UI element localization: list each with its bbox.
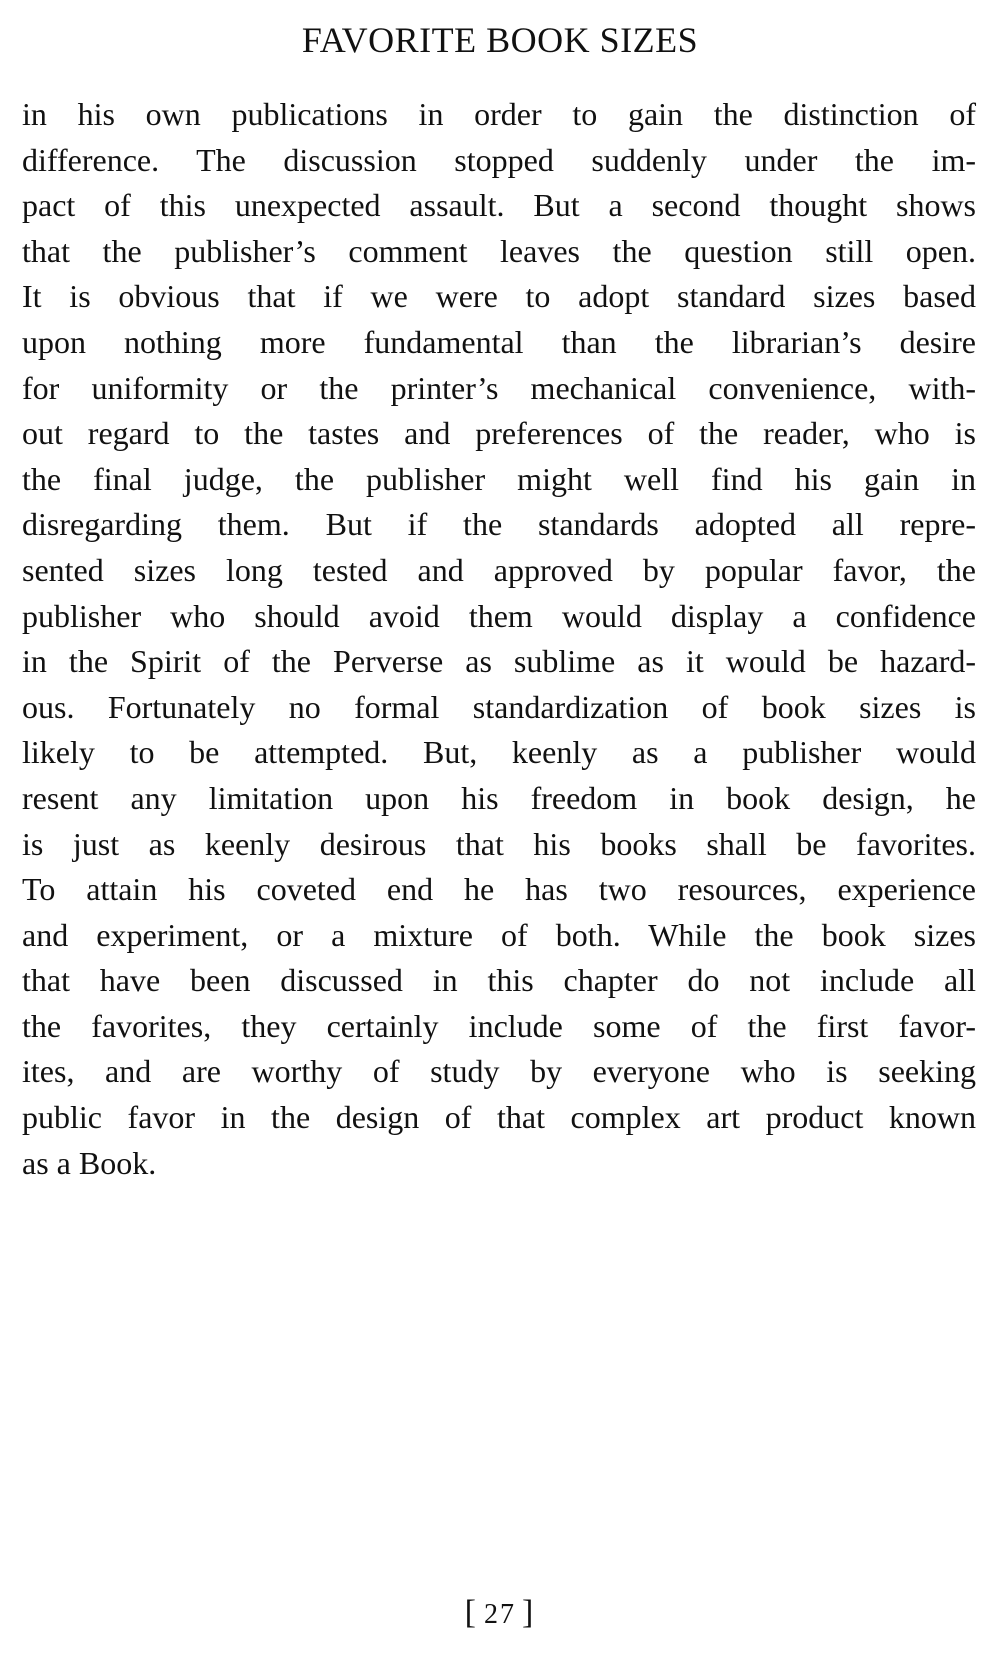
text-line: disregarding them. But if the standards adopted all repre- bbox=[22, 506, 976, 543]
text-line-last: as a Book. bbox=[22, 1144, 157, 1181]
text-line: that the publisher’s comment leaves the question still open. bbox=[22, 232, 976, 269]
text-line: To attain his coveted end he has two resources, experience bbox=[22, 871, 976, 908]
folio-number: 27 bbox=[484, 1599, 516, 1630]
text-line: difference. The discussion stopped suddenly under the im- bbox=[22, 141, 976, 178]
text-line: in the Spirit of the Perverse as sublime as it would be hazard- bbox=[22, 643, 976, 680]
text-line: upon nothing more fundamental than the librarian’s desire bbox=[22, 323, 976, 360]
body-text bbox=[22, 92, 976, 1186]
text-line: sented sizes long tested and approved by popular favor, the bbox=[22, 551, 976, 588]
page-number bbox=[0, 1588, 1000, 1640]
text-line: ous. Fortunately no formal standardization of book sizes is bbox=[22, 688, 976, 725]
text-line: and experiment, or a mixture of both. While the book sizes bbox=[22, 916, 976, 953]
text-line: for uniformity or the printer’s mechanical convenience, with- bbox=[22, 369, 976, 406]
folio-close-bracket: ] bbox=[522, 1594, 536, 1631]
text-line: publisher who should avoid them would display a confidence bbox=[22, 597, 976, 634]
text-line: out regard to the tastes and preferences of the reader, who is bbox=[22, 415, 976, 452]
text-line: public favor in the design of that complex art product known bbox=[22, 1099, 976, 1136]
text-line: likely to be attempted. But, keenly as a publisher would bbox=[22, 734, 976, 771]
text-line: It is obvious that if we were to adopt standard sizes based bbox=[22, 278, 976, 315]
text-line: the favorites, they certainly include some of the first favor- bbox=[22, 1007, 976, 1044]
text-line: in his own publications in order to gain the distinction of bbox=[22, 96, 976, 132]
text-line: resent any limitation upon his freedom in book design, he bbox=[22, 779, 976, 816]
text-line: the final judge, the publisher might well find his gain in bbox=[22, 460, 976, 497]
text-line: ites, and are worthy of study by everyone who is seeking bbox=[22, 1053, 976, 1090]
text-line: pact of this unexpected assault. But a second thought shows bbox=[22, 187, 976, 224]
running-head: FAVORITE BOOK SIZES bbox=[301, 20, 699, 60]
text-line: that have been discussed in this chapter do not include all bbox=[22, 962, 976, 999]
text-line: is just as keenly desirous that his books shall be favorites. bbox=[22, 825, 976, 862]
folio-open-bracket: [ bbox=[464, 1594, 478, 1631]
